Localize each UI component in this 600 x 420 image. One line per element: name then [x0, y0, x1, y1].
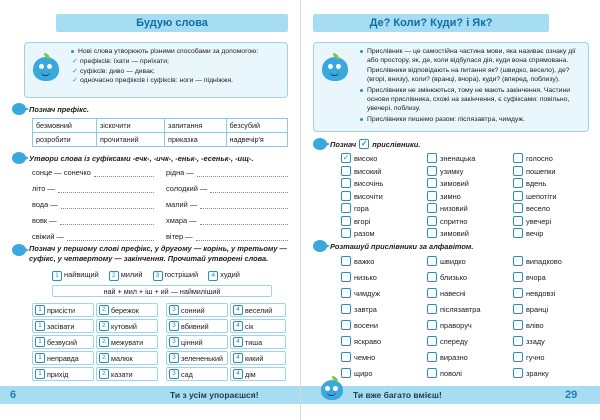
- order-box[interactable]: [513, 304, 523, 314]
- order-box[interactable]: [341, 336, 351, 346]
- order-box[interactable]: [427, 256, 437, 266]
- adverb-checkbox[interactable]: [341, 228, 351, 238]
- number-box: 4: [233, 369, 243, 379]
- task-label: Розташуй прислівники за алфавітом.: [330, 241, 474, 251]
- number-box: 1: [35, 321, 45, 331]
- formula-box: най + мил + іш + ий — наймиліший: [52, 285, 272, 297]
- number-box: 2: [99, 305, 109, 315]
- order-box[interactable]: [341, 352, 351, 362]
- adverb-checkbox[interactable]: [427, 228, 437, 238]
- answer-line[interactable]: літо —: [32, 184, 154, 193]
- answer-line[interactable]: сонце — сонечко: [32, 168, 154, 177]
- word-option[interactable]: [230, 303, 286, 317]
- word-option[interactable]: [32, 335, 94, 349]
- word-option[interactable]: [166, 351, 228, 365]
- word-option[interactable]: [32, 319, 94, 333]
- adverb-word: зимовий: [440, 229, 469, 238]
- word-cell[interactable]: приказка: [165, 133, 226, 147]
- word-text: кутовий: [111, 321, 137, 331]
- adverb-checkbox[interactable]: [513, 153, 523, 163]
- page-number: 6: [10, 389, 17, 401]
- adverb-checkbox[interactable]: [427, 191, 437, 201]
- adverb-checkbox[interactable]: [513, 178, 523, 188]
- adverb-word: пошепки: [526, 166, 556, 176]
- word-option[interactable]: [166, 335, 228, 349]
- adverb-word: вечір: [526, 229, 544, 238]
- order-box[interactable]: [341, 304, 351, 314]
- adverb-word: поволі: [440, 369, 462, 378]
- order-box[interactable]: [513, 368, 523, 378]
- number-box: 2: [99, 321, 109, 331]
- word-text: бережок: [111, 305, 139, 315]
- number-box: 3: [169, 369, 179, 379]
- task-label-a: Познач: [330, 139, 357, 149]
- word-text: засівати: [47, 321, 75, 331]
- adverb-word: чимдуж: [354, 289, 381, 298]
- rule-item: Прислівники пишемо разом: післязавтра, чимдуж.: [360, 115, 582, 124]
- order-box[interactable]: [427, 320, 437, 330]
- adverb-word: височінь: [354, 179, 384, 188]
- word-cell[interactable]: зіскочити: [96, 119, 164, 133]
- answer-line[interactable]: рідна —: [166, 168, 288, 177]
- adverb-checkbox[interactable]: [341, 191, 351, 201]
- prefix-table: [32, 118, 288, 147]
- word-cell[interactable]: безмовний: [33, 119, 97, 133]
- answer-line[interactable]: вітер —: [166, 232, 288, 241]
- answer-line[interactable]: вовк —: [32, 216, 154, 225]
- adverb-word: післязавтра: [440, 305, 481, 314]
- word-text: межувати: [111, 337, 144, 347]
- word-text: присісти: [47, 305, 75, 315]
- order-box[interactable]: [513, 256, 523, 266]
- adverb-word: чемно: [354, 353, 376, 362]
- word-option[interactable]: [96, 351, 158, 365]
- adverb-word: височіти: [354, 191, 383, 201]
- number-box: 4: [233, 305, 243, 315]
- adverb-word: зранку: [526, 369, 549, 378]
- order-box[interactable]: [427, 272, 437, 282]
- word-text: безвусий: [47, 337, 77, 347]
- adverb-word: вліво: [526, 321, 544, 330]
- adverb-checkbox[interactable]: [341, 178, 351, 188]
- adverb-word: високий: [354, 166, 382, 176]
- word-text: неправда: [47, 353, 79, 363]
- word-text: прихід: [47, 369, 69, 379]
- word-option[interactable]: [230, 319, 286, 333]
- adverb-checkbox[interactable]: [427, 178, 437, 188]
- bird-icon: [12, 152, 26, 164]
- adverb-checkbox[interactable]: [341, 203, 351, 213]
- bird-icon: [12, 244, 26, 256]
- answer-line[interactable]: свіжий —: [32, 232, 154, 241]
- number-box: 1: [35, 353, 45, 363]
- adverb-word: вранці: [526, 305, 549, 314]
- word-cell[interactable]: безсубий: [226, 119, 288, 133]
- number-box: 3: [169, 321, 179, 331]
- bird-icon: [12, 103, 26, 115]
- mascot-icon: [322, 57, 348, 81]
- task-mark-prefix: [12, 103, 89, 115]
- mascot-icon: [321, 380, 343, 400]
- bird-icon: [313, 138, 327, 150]
- word-option[interactable]: [96, 335, 158, 349]
- footer-bar: [0, 386, 300, 404]
- right-page: [300, 0, 600, 420]
- adverb-word: зимовий: [440, 179, 469, 188]
- task-morphemes: [12, 244, 288, 263]
- word-option[interactable]: [166, 367, 228, 381]
- task-label: Утвори слова із суфіксами -ечк-, -ичк-, -еньк-, -есеньк-, -ищ-.: [29, 153, 254, 163]
- rule-intro: Нові слова утворюють різними способами за допомогою:: [71, 47, 281, 56]
- number-box: 4: [233, 353, 243, 363]
- number-box: 1: [35, 369, 45, 379]
- adverb-word: спереду: [440, 337, 468, 346]
- word-text: сонний: [181, 305, 205, 315]
- order-box[interactable]: [427, 368, 437, 378]
- rule-item: ✓ одночасно префіксів і суфіксів: ноги — підніжжя.: [71, 76, 281, 85]
- number-box: 2: [99, 353, 109, 363]
- number-box: 1: [35, 337, 45, 347]
- order-box[interactable]: [513, 336, 523, 346]
- adverb-word: випадково: [526, 257, 562, 266]
- adverb-word: вчора: [526, 273, 546, 282]
- answer-line[interactable]: малий —: [166, 200, 288, 209]
- adverb-checkbox[interactable]: [513, 166, 523, 176]
- word-text: вбивний: [181, 321, 209, 331]
- number-box: 2: [99, 337, 109, 347]
- answer-line[interactable]: хмара —: [166, 216, 288, 225]
- word-cell[interactable]: розробити: [33, 133, 97, 147]
- answer-line[interactable]: вода —: [32, 200, 154, 209]
- order-box[interactable]: [341, 272, 351, 282]
- adverb-word: узимку: [440, 166, 464, 176]
- adverb-word: невдовзі: [526, 289, 556, 298]
- adverb-checkbox[interactable]: [427, 203, 437, 213]
- table-row: [33, 119, 288, 133]
- word-option[interactable]: [230, 351, 286, 365]
- adverb-word: гора: [354, 204, 369, 213]
- adverb-word: швидко: [440, 257, 466, 266]
- footer-text: Ти вже багато вмієш!: [353, 390, 442, 400]
- order-box[interactable]: [341, 368, 351, 378]
- rule-item: ✓ суфіксів: диво — дивак;: [71, 67, 281, 76]
- adverb-word: праворуч: [440, 321, 472, 330]
- adverb-word: виразно: [440, 353, 468, 362]
- word-cell[interactable]: запитання: [165, 119, 226, 133]
- number-box: 3: [169, 337, 179, 347]
- word-option[interactable]: [166, 319, 228, 333]
- adverb-checkbox[interactable]: [513, 228, 523, 238]
- adverb-word: низовий: [440, 204, 468, 213]
- adverb-checkbox[interactable]: [513, 216, 523, 226]
- adverb-word: разом: [354, 229, 375, 238]
- word-text: цінний: [181, 337, 203, 347]
- task-label: Познач у першому слові префікс, у другому — корінь, у третьому — суфікс, у четвертому — закінчення. Прочитай утворені слова.: [29, 244, 287, 263]
- adverb-word: вгорі: [354, 216, 371, 226]
- word-text: казати: [111, 369, 133, 379]
- adverb-checkbox[interactable]: [513, 203, 523, 213]
- adverb-checkbox[interactable]: [341, 166, 351, 176]
- left-page-title: Будую слова: [56, 14, 288, 32]
- bird-icon: [313, 240, 327, 252]
- task-label: Познач префікс.: [29, 104, 89, 114]
- number-box: 4: [233, 337, 243, 347]
- rule-box-adverbs: [313, 42, 589, 132]
- order-box[interactable]: [427, 336, 437, 346]
- order-box[interactable]: [513, 288, 523, 298]
- word-text: сік: [245, 321, 254, 331]
- adverb-word: навесні: [440, 289, 466, 298]
- task-alphabet: [313, 240, 473, 252]
- adverb-word: зимно: [440, 191, 461, 201]
- word-option[interactable]: [96, 367, 158, 381]
- order-box[interactable]: [513, 320, 523, 330]
- adverb-word: високо: [354, 154, 378, 163]
- adverb-checkbox[interactable]: ✓: [342, 153, 350, 162]
- word-option[interactable]: [32, 351, 94, 365]
- adverb-word: голосно: [526, 154, 553, 163]
- word-cell[interactable]: прочитаний: [96, 133, 164, 147]
- adverb-word: близько: [440, 273, 468, 282]
- order-box[interactable]: [341, 288, 351, 298]
- word-text: тиша: [245, 337, 263, 347]
- word-text: зелененький: [181, 353, 224, 363]
- rule-item: Прислівник — це самостійна частина мови, яка називає ознаку дії або простору, як, де, коли відбулася дія, куди вона спрямована. Прислівники відповідають на питання як? (швидко, весело), де? (вгорі, внизу), коли? (вранці, вчора), куди? (вперед, поблизу).: [360, 47, 582, 85]
- number-box: 1: [35, 305, 45, 315]
- adverb-word: яскраво: [354, 337, 382, 346]
- number-box: 3: [169, 353, 179, 363]
- order-box[interactable]: [341, 256, 351, 266]
- task-label-b: прислівники.: [372, 139, 421, 149]
- adverb-word: весело: [526, 204, 551, 213]
- number-box: 4: [233, 321, 243, 331]
- footer-text: Ти з усім упораєшся!: [170, 390, 259, 400]
- word-option[interactable]: [32, 303, 94, 317]
- word-option[interactable]: [166, 303, 228, 317]
- footer-bar: [301, 386, 600, 404]
- number-box: 2: [99, 369, 109, 379]
- word-text: кикий: [245, 353, 264, 363]
- rule-item: ✓ префіксів: їхати — приїхати;: [71, 57, 281, 66]
- adverb-word: восени: [354, 321, 378, 330]
- checkbox-sample-icon: ✓: [360, 139, 368, 148]
- table-row: [33, 133, 288, 147]
- order-box[interactable]: [513, 272, 523, 282]
- adverb-word: завтра: [354, 305, 377, 314]
- word-text: малюк: [111, 353, 133, 363]
- rule-box-word-formation: [24, 42, 288, 98]
- word-option[interactable]: [230, 335, 286, 349]
- task-suffixes: [12, 152, 254, 164]
- adverb-word: ззаду: [526, 337, 545, 346]
- adverb-word: гучно: [526, 353, 545, 362]
- word-text: веселий: [245, 305, 273, 315]
- adverb-word: увечері: [526, 216, 552, 226]
- sample-row: 1 найвищий 2 милий 3 гостріший 4 худий: [52, 270, 240, 281]
- page-number: 29: [565, 389, 578, 401]
- adverb-word: важко: [354, 257, 375, 266]
- word-option[interactable]: [32, 367, 94, 381]
- word-option[interactable]: [230, 367, 286, 381]
- adverb-word: низько: [354, 273, 377, 282]
- adverb-checkbox[interactable]: [427, 216, 437, 226]
- word-text: дім: [245, 369, 256, 379]
- adverb-word: зненацька: [440, 154, 476, 163]
- word-option[interactable]: [96, 319, 158, 333]
- right-page-title: Де? Коли? Куди? і Як?: [313, 14, 549, 32]
- adverb-word: вдень: [526, 179, 547, 188]
- task-mark-adverbs: [313, 138, 420, 150]
- adverb-word: шепотіти: [526, 191, 557, 201]
- order-box[interactable]: [513, 352, 523, 362]
- adverb-checkbox[interactable]: [513, 191, 523, 201]
- word-option[interactable]: [96, 303, 158, 317]
- order-box[interactable]: [427, 352, 437, 362]
- adverb-checkbox[interactable]: [341, 216, 351, 226]
- answer-line[interactable]: солодкий —: [166, 184, 288, 193]
- adverb-checkbox[interactable]: [427, 166, 437, 176]
- adverb-checkbox[interactable]: [427, 153, 437, 163]
- rule-item: Прислівники не змінюються, тому не мають закінчення. Частини основи прислівника, схожі на закінчення, є суфіксами: повільно, увечері, поблизу.: [360, 86, 582, 114]
- word-cell[interactable]: надвечір'я: [226, 133, 288, 147]
- adverb-word: спритно: [440, 216, 468, 226]
- order-box[interactable]: [341, 320, 351, 330]
- mascot-icon: [33, 57, 59, 81]
- adverb-word: щиро: [354, 369, 373, 378]
- number-box: 3: [169, 305, 179, 315]
- order-box[interactable]: [427, 288, 437, 298]
- word-text: сад: [181, 369, 193, 379]
- order-box[interactable]: [427, 304, 437, 314]
